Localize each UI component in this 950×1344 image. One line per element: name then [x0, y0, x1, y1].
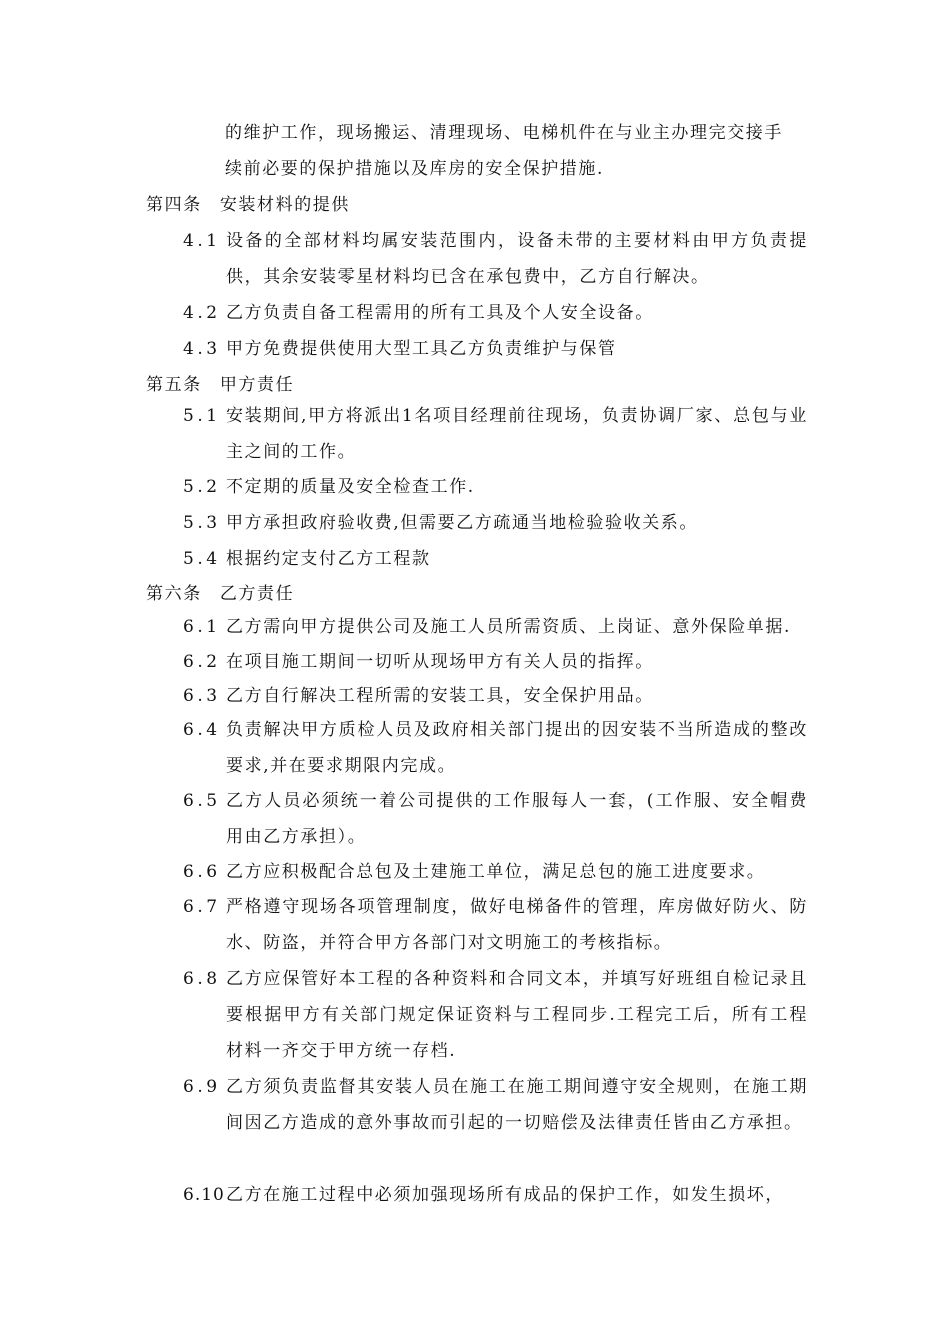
intro-line: 续前必要的保护措施以及库房的安全保护措施. [225, 159, 605, 179]
clause-text: 根据约定支付乙方工程款 [226, 549, 431, 569]
clause-number: 6.4 [183, 720, 221, 740]
clause-number: 5.2 [183, 477, 221, 497]
clause-number: 4.3 [183, 339, 221, 359]
clause-number: 5.1 [183, 406, 221, 426]
clause-text: 在项目施工期间一切听从现场甲方有关人员的指挥。 [226, 652, 654, 672]
clause-text: 乙方自行解决工程所需的安装工具，安全保护用品。 [226, 686, 654, 706]
clause-number: 6.2 [183, 652, 221, 672]
clause-number: 4.2 [183, 303, 221, 323]
clause-text: 不定期的质量及安全检查工作. [226, 477, 475, 497]
clause-number: 6.10 [183, 1185, 225, 1205]
clause-number: 6.5 [183, 791, 221, 811]
clause-text: 负责解决甲方质检人员及政府相关部门提出的因安装不当所造成的整改要求,并在要求期限内完成。 [226, 720, 808, 776]
section-number: 第五条 [146, 375, 202, 395]
clause-number: 5.4 [183, 549, 221, 569]
section-heading [146, 576, 294, 612]
intro-line: 的维护工作，现场搬运、清理现场、电梯机件在与业主办理完交接手 [225, 123, 783, 143]
clause-text: 乙方负责自备工程需用的所有工具及个人安全设备。 [226, 303, 654, 323]
clause-text: 乙方应积极配合总包及土建施工单位，满足总包的施工进度要求。 [226, 862, 766, 882]
clause-text: 设备的全部材料均属安装范围内，设备未带的主要材料由甲方负责提供，其余安装零星材料均已含在承包费中，乙方自行解决。 [226, 231, 808, 287]
section-title: 乙方责任 [219, 584, 295, 604]
clause-text: 甲方承担政府验收费,但需要乙方疏通当地检验验收关系。 [226, 513, 699, 533]
section-number: 第四条 [146, 195, 202, 215]
section-title: 甲方责任 [219, 375, 295, 395]
clause-number: 5.3 [183, 513, 221, 533]
section-number: 第六条 [146, 584, 202, 604]
clause-text: 乙方须负责监督其安装人员在施工在施工期间遵守安全规则，在施工期间因乙方造成的意外事故而引起的一切赔偿及法律责任皆由乙方承担。 [226, 1077, 808, 1133]
clause-text: 乙方需向甲方提供公司及施工人员所需资质、上岗证、意外保险单据. [226, 617, 792, 637]
section-title: 安装材料的提供 [219, 195, 351, 215]
clause-text: 乙方在施工过程中必须加强现场所有成品的保护工作，如发生损坏， [226, 1185, 784, 1205]
clause-text: 乙方应保管好本工程的各种资料和合同文本，并填写好班组自检记录且要根据甲方有关部门规定保证资料与工程同步.工程完工后，所有工程材料一齐交于甲方统一存档. [226, 969, 808, 1061]
clause-number: 6.1 [183, 617, 221, 637]
clause-number: 6.7 [183, 897, 221, 917]
clause-text: 甲方免费提供使用大型工具乙方负责维护与保管 [226, 339, 617, 359]
clause-text: 安装期间,甲方将派出1名项目经理前往现场，负责协调厂家、总包与业主之间的工作。 [226, 406, 808, 462]
clause-number: 6.3 [183, 686, 221, 706]
clause-text: 严格遵守现场各项管理制度，做好电梯备件的管理，库房做好防火、防水、防盗，并符合甲方各部门对文明施工的考核指标。 [226, 897, 808, 953]
clause-number: 6.9 [183, 1077, 221, 1097]
clause-number: 6.6 [183, 862, 221, 882]
clause-number: 6.8 [183, 969, 221, 989]
section-heading [146, 187, 350, 223]
clause-text: 乙方人员必须统一着公司提供的工作服每人一套，(工作服、安全帽费用由乙方承担）。 [226, 791, 808, 847]
clause-number: 4.1 [183, 231, 221, 251]
